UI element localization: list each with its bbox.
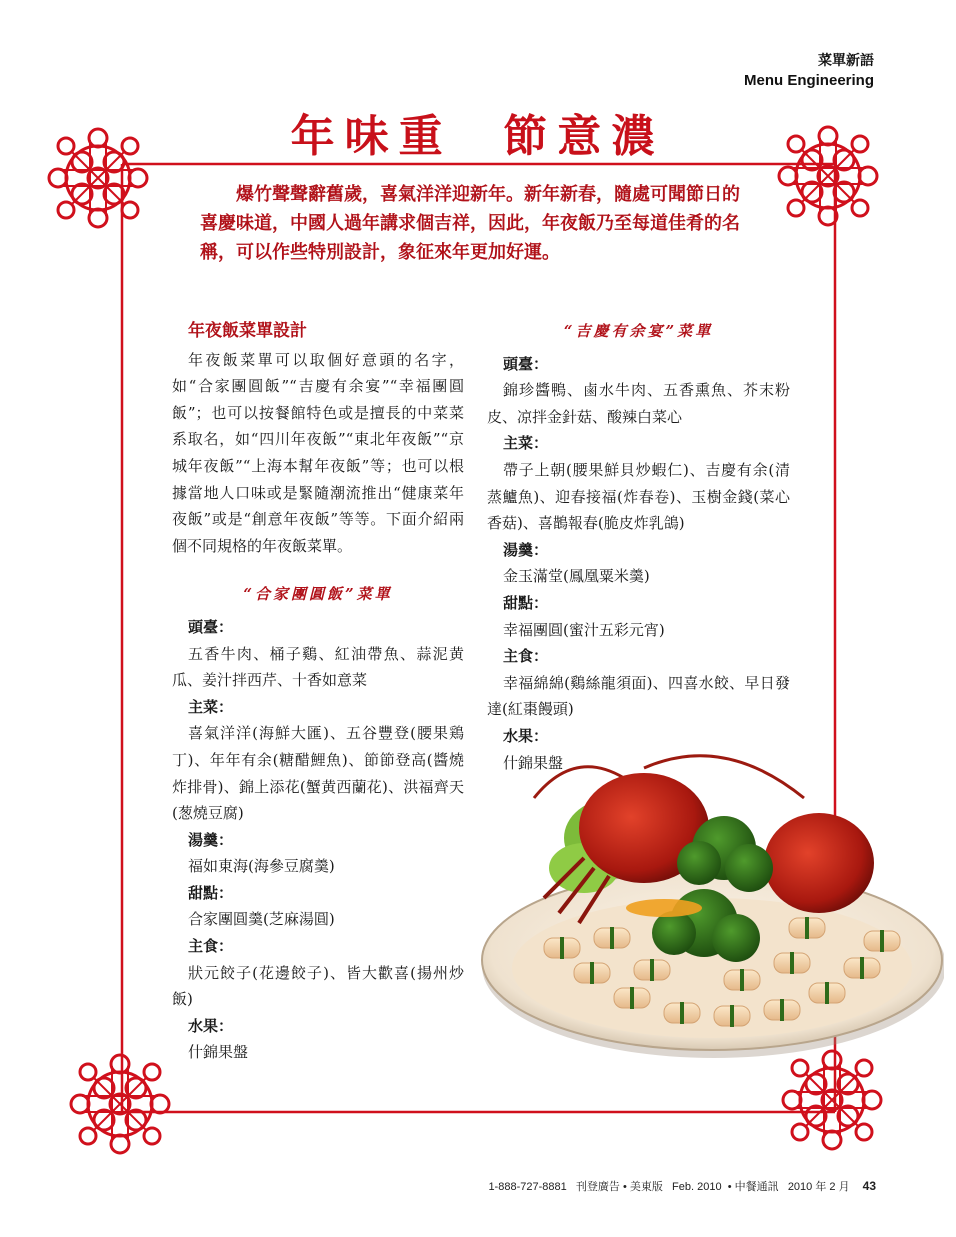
footer-ad-text: 刊登廣告 • 美東版 bbox=[575, 1181, 663, 1193]
menu-category: 主菜： bbox=[503, 434, 549, 453]
menu-section bbox=[487, 430, 790, 536]
menu-items: 金玉滿堂(鳳凰粟米羹) bbox=[503, 567, 650, 586]
footer-month: Feb. 2010 bbox=[672, 1181, 722, 1193]
lobster-dish-photo bbox=[474, 738, 944, 1063]
menu-section bbox=[172, 827, 464, 880]
menu-items: 幸福綿綿(鷄絲龍須面)、四喜水餃、早日發達(紅棗饅頭) bbox=[487, 673, 790, 719]
page-title: 年味重 節意濃 bbox=[290, 111, 666, 162]
menu-items: 合家團圓羹(芝麻湯圓) bbox=[188, 910, 335, 929]
menu-section bbox=[487, 590, 790, 643]
menu-category: 頭臺： bbox=[188, 617, 234, 636]
menu-category: 主食： bbox=[503, 647, 549, 666]
menu-section bbox=[487, 351, 790, 431]
menu-category: 甜點： bbox=[188, 883, 234, 902]
menu-category: 頭臺： bbox=[503, 354, 549, 373]
chinese-knot-icon bbox=[783, 1051, 881, 1149]
page-number: 43 bbox=[862, 1179, 876, 1193]
menu-section bbox=[487, 643, 790, 723]
menu-items: 帶子上朝(腰果鮮貝炒蝦仁)、吉慶有余(清蒸鱸魚)、迎春接福(炸春卷)、玉樹金錢(菜心香菇)、喜鵲報春(脆皮炸乳鴿) bbox=[487, 460, 790, 533]
menu-title-hejia: “合家團圓飯”菜單 bbox=[243, 585, 393, 604]
left-paragraph: 年夜飯菜單可以取個好意頭的名字，如“合家團圓飯”“吉慶有余宴”“幸福團圓飯”；也可以按餐館特色或是擅長的中菜菜系取名，如“四川年夜飯”“東北年夜飯”“京城年夜飯”“上海本幫年夜飯”等；也可以根據當地人口味或是緊隨潮流推出“健康菜年夜飯”或是“創意年夜飯”等等。下面介紹兩個不同規格的年夜飯菜單。 bbox=[172, 350, 464, 555]
menu-section bbox=[172, 694, 464, 827]
left-heading: 年夜飯菜單設計 bbox=[188, 321, 307, 341]
menu-section bbox=[172, 933, 464, 1013]
footer-phone: 1-888-727-8881 bbox=[488, 1181, 567, 1193]
intro-paragraph: 爆竹聲聲辭舊歲，喜氣洋洋迎新年。新年新春，隨處可聞節日的喜慶味道，中國人過年講求個吉祥，因此，年夜飯乃至每道佳肴的名稱，可以作些特別設計，象征來年更加好運。 bbox=[200, 184, 740, 263]
menu-section bbox=[172, 614, 464, 694]
menu-category: 甜點： bbox=[503, 593, 549, 612]
menu-items: 幸福團圓(蜜汁五彩元宵) bbox=[503, 620, 665, 639]
menu-category: 水果： bbox=[188, 1016, 234, 1035]
menu-items: 狀元餃子(花邊餃子)、皆大歡喜(揚州炒飯) bbox=[172, 963, 464, 1009]
menu-items: 錦珍醬鴨、鹵水牛肉、五香熏魚、芥末粉皮、凉拌金針菇、酸辣白菜心 bbox=[487, 381, 790, 426]
menu-section bbox=[487, 537, 790, 590]
menu-items: 什錦果盤 bbox=[188, 1043, 249, 1062]
left-column bbox=[172, 318, 464, 1066]
menu-category: 主菜： bbox=[188, 697, 234, 716]
menu-items: 喜氣洋洋(海鮮大匯)、五谷豐登(腰果鶏丁)、年年有余(糖醋鯉魚)、節節登高(醬燒炸排骨)、錦上添花(蟹黄西蘭花)、洪福齊天(葱燒豆腐) bbox=[172, 724, 464, 823]
menu-category: 水果： bbox=[503, 726, 549, 745]
footer-publication: • 中餐通訊 bbox=[727, 1181, 779, 1193]
menu-items: 福如東海(海參豆腐羹) bbox=[188, 857, 335, 876]
right-column bbox=[487, 318, 790, 776]
section-label-en: Menu Engineering bbox=[743, 72, 874, 89]
menu-section bbox=[172, 880, 464, 933]
chinese-knot-icon bbox=[71, 1055, 169, 1153]
menu-title-jiqing: “吉慶有余宴”菜單 bbox=[563, 322, 714, 340]
menu-category: 主食： bbox=[188, 937, 234, 956]
menu-items: 五香牛肉、桶子鷄、紅油帶魚、蒜泥黄瓜、姜汁拌西芹、十香如意菜 bbox=[172, 644, 464, 690]
section-label-zh: 菜單新語 bbox=[818, 53, 874, 69]
menu-category: 湯羹： bbox=[503, 540, 549, 559]
menu-category: 湯羹： bbox=[188, 830, 234, 849]
page-footer bbox=[488, 1178, 876, 1194]
section-label bbox=[744, 50, 874, 89]
menu-items: 什錦果盤 bbox=[503, 753, 564, 772]
menu-section bbox=[172, 1013, 464, 1066]
footer-date: 2010 年 2 月 bbox=[787, 1181, 850, 1193]
